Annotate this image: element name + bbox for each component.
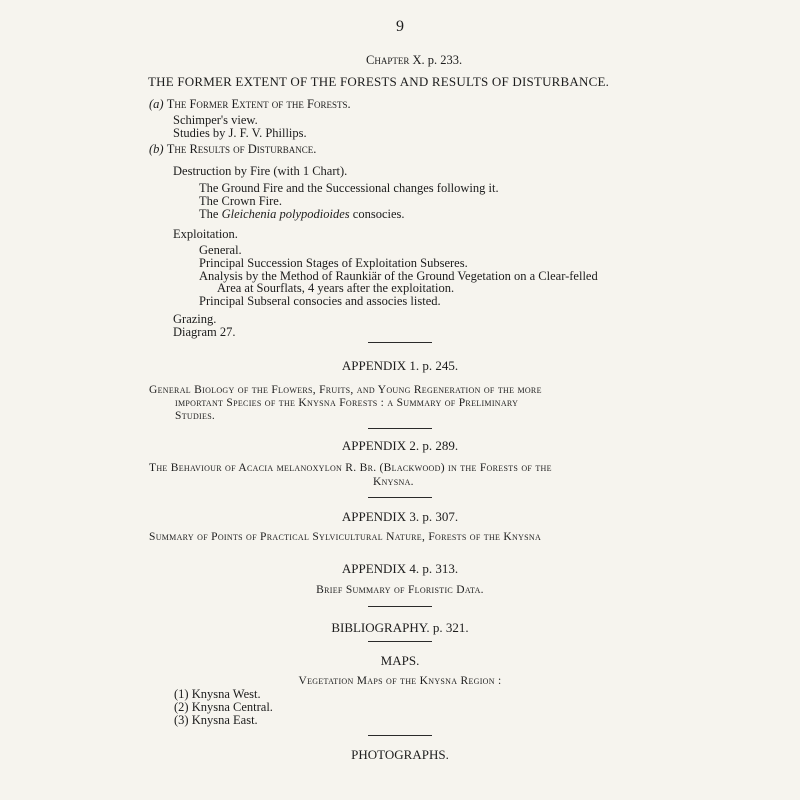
chapter-heading [366, 53, 462, 68]
section-a-marker: (a) [149, 97, 164, 111]
section-a-heading [149, 97, 351, 112]
list-item: Area at Sourflats, 4 years after the exploitation. [217, 281, 455, 295]
divider [368, 342, 432, 343]
consocies-word: consocies. [352, 207, 405, 221]
appendix3-heading: APPENDIX 3. p. 307. [341, 509, 459, 524]
list-item: Analysis by the Method of Raunkiär of the Ground Vegetation on a Clear-felled [199, 269, 598, 283]
grazing: Grazing. [173, 312, 217, 326]
photographs-heading: PHOTOGRAPHS. [351, 747, 449, 762]
chapter-label: Chapter X. [366, 53, 425, 67]
bibliography-heading: BIBLIOGRAPHY. p. 321. [331, 620, 469, 635]
the-word: The [199, 207, 219, 221]
appendix2-heading: APPENDIX 2. p. 289. [341, 438, 459, 453]
chapter-page-ref: p. 233. [427, 53, 463, 67]
maps-subheading: Vegetation Maps of the Knysna Region : [298, 675, 502, 687]
divider [368, 641, 432, 642]
appendix1-heading: APPENDIX 1. p. 245. [341, 358, 459, 373]
appendix1-line: Studies. [175, 410, 216, 422]
list-item: Schimper's view. [173, 113, 258, 127]
appendix4-line: Brief Summary of Floristic Data. [316, 584, 484, 596]
appendix3-line: Summary of Points of Practical Sylvicultural Nature, Forests of the Knysna [149, 531, 542, 543]
list-item-gleichenia [199, 207, 405, 222]
appendix2-line: Knysna. [373, 476, 414, 488]
list-item: Principal Subseral consocies and associes listed. [199, 294, 441, 308]
divider [368, 735, 432, 736]
section-b-title: The Results of Disturbance. [166, 142, 317, 156]
map-item: (3) Knysna East. [174, 713, 258, 727]
list-item: The Ground Fire and the Successional changes following it. [199, 181, 499, 195]
page-number: 9 [396, 18, 404, 35]
divider [368, 606, 432, 607]
fire-heading: Destruction by Fire (with 1 Chart). [173, 164, 348, 178]
map-item: (2) Knysna Central. [174, 700, 273, 714]
exploitation-heading: Exploitation. [173, 227, 238, 241]
chapter-title: THE FORMER EXTENT OF THE FORESTS AND RESULTS OF DISTURBANCE. [148, 74, 610, 89]
diagram: Diagram 27. [173, 325, 236, 339]
list-item: General. [199, 243, 242, 257]
list-item: Principal Succession Stages of Exploitation Subseres. [199, 256, 468, 270]
section-b-marker: (b) [149, 142, 164, 156]
map-item: (1) Knysna West. [174, 687, 261, 701]
species-name: Gleichenia polypodioides [221, 207, 350, 221]
appendix4-heading: APPENDIX 4. p. 313. [341, 561, 459, 576]
appendix2-line: The Behaviour of Acacia melanoxylon R. Br. (Blackwood) in the Forests of the [149, 462, 552, 474]
section-a-title: The Former Extent of the Forests. [166, 97, 351, 111]
maps-heading: MAPS. [380, 653, 420, 668]
divider [368, 428, 432, 429]
appendix1-line: General Biology of the Flowers, Fruits, and Young Regeneration of the more [149, 384, 542, 396]
divider [368, 497, 432, 498]
list-item: The Crown Fire. [199, 194, 282, 208]
appendix1-line: important Species of the Knysna Forests : a Summary of Preliminary [175, 397, 519, 409]
list-item: Studies by J. F. V. Phillips. [173, 126, 307, 140]
section-b-heading [149, 142, 316, 157]
